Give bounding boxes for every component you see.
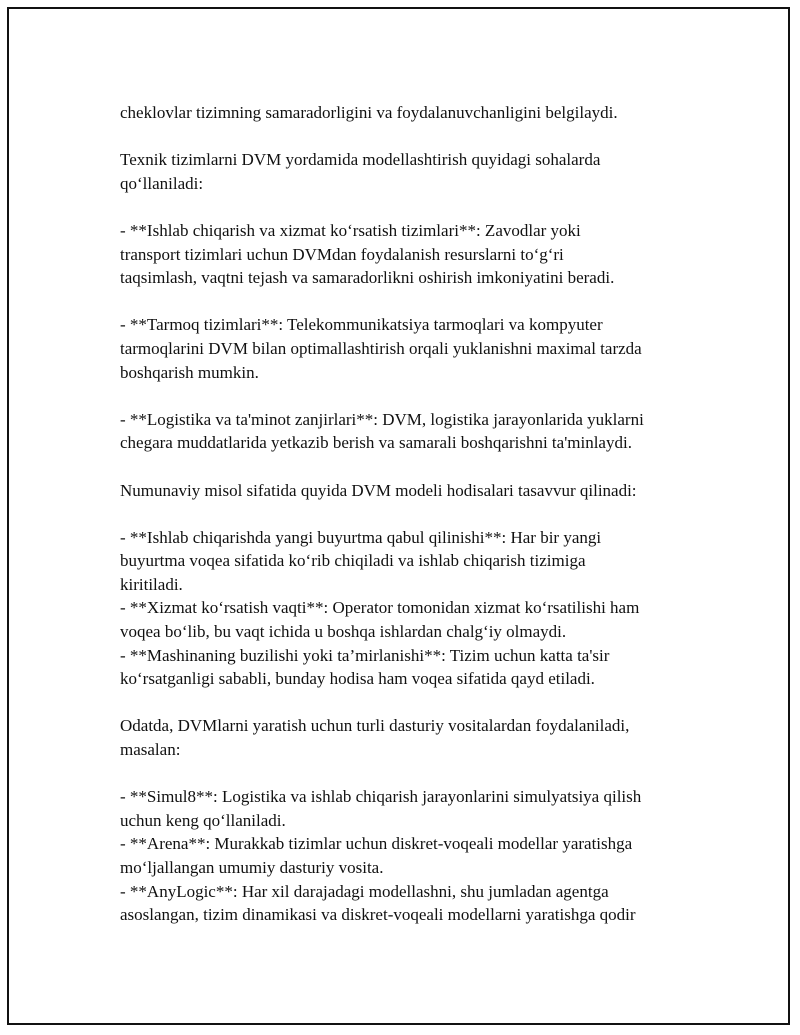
paragraph-p1 — [120, 101, 700, 125]
text-line: - **Ishlab chiqarish va xizmat ko‘rsatish tizimlari**: Zavodlar yoki — [120, 220, 581, 240]
text-line: cheklovlar tizimning samaradorligini va foydalanuvchanligini belgilaydi. — [120, 103, 618, 122]
text-line: qo‘llaniladi: — [120, 173, 204, 193]
text-line: - **Ishlab chiqarishda yangi buyurtma qabul qilinishi**: Har bir yangi — [120, 527, 602, 547]
text-line: - **Arena**: Murakkab tizimlar uchun diskret-voqeali modellar yaratishga — [120, 834, 633, 854]
text-line: buyurtma voqea sifatida ko‘rib chiqiladi va ishlab chiqarish tizimiga — [120, 551, 586, 571]
text-line: - **Tarmoq tizimlari**: Telekommunikatsiya tarmoqlari va kompyuter — [120, 315, 603, 335]
text-line: uchun keng qo‘llaniladi. — [120, 810, 286, 830]
text-line: masalan: — [120, 740, 181, 760]
text-line: ko‘rsatganligi sababli, bunday hodisa ham voqea sifatida qayd etiladi. — [120, 669, 595, 689]
text-line: chegara muddatlarida yetkazib berish va samarali boshqarishni ta'minlaydi. — [120, 433, 632, 453]
text-line: Numunaviy misol sifatida quyida DVM modeli hodisalari tasavvur qilinadi: — [120, 480, 637, 500]
text-line: Odatda, DVMlarni yaratish uchun turli dasturiy vositalardan foydalaniladi, — [120, 716, 630, 736]
text-line: - **Mashinaning buzilishi yoki ta’mirlanishi**: Tizim uchun katta ta'sir — [120, 645, 610, 665]
paragraph-p8 — [120, 596, 700, 643]
paragraph-p2 — [120, 148, 700, 195]
paragraph-p13 — [120, 880, 700, 927]
paragraph-p6 — [120, 479, 700, 503]
text-line: kiritiladi. — [120, 574, 183, 594]
text-line: boshqarish mumkin. — [120, 362, 259, 382]
paragraph-p9 — [120, 644, 700, 691]
text-line: Texnik tizimlarni DVM yordamida modellashtirish quyidagi sohalarda — [120, 150, 601, 170]
paragraph-p4 — [120, 313, 700, 384]
text-line: - **Logistika va ta'minot zanjirlari**: DVM, logistika jarayonlarida yuklarni — [120, 409, 644, 429]
text-line: - **AnyLogic**: Har xil darajadagi modellashni, shu jumladan agentga — [120, 881, 609, 901]
paragraph-p11 — [120, 785, 700, 832]
text-line: asoslangan, tizim dinamikasi va diskret-voqeali modellarni yaratishga qodir — [120, 905, 636, 925]
paragraph-p12 — [120, 832, 700, 879]
document-page — [7, 7, 790, 1025]
text-line: - **Xizmat ko‘rsatish vaqti**: Operator tomonidan xizmat ko‘rsatilishi ham — [120, 598, 640, 618]
text-line: taqsimlash, vaqtni tejash va samaradorlikni oshirish imkoniyatini beradi. — [120, 268, 615, 288]
paragraph-p5 — [120, 408, 700, 455]
paragraph-p7 — [120, 526, 700, 597]
text-line: mo‘ljallangan umumiy dasturiy vosita. — [120, 858, 384, 877]
text-line: transport tizimlari uchun DVMdan foydalanish resurslarni to‘g‘ri — [120, 244, 564, 264]
text-line: - **Simul8**: Logistika va ishlab chiqarish jarayonlarini simulyatsiya qilish — [120, 787, 642, 807]
text-line: tarmoqlarini DVM bilan optimallashtirish orqali yuklanishni maximal tarzda — [120, 338, 642, 358]
paragraph-p3 — [120, 219, 700, 290]
text-line: voqea bo‘lib, bu vaqt ichida u boshqa ishlardan chalg‘iy olmaydi. — [120, 622, 567, 642]
document-body — [120, 101, 700, 927]
paragraph-p10 — [120, 714, 700, 761]
